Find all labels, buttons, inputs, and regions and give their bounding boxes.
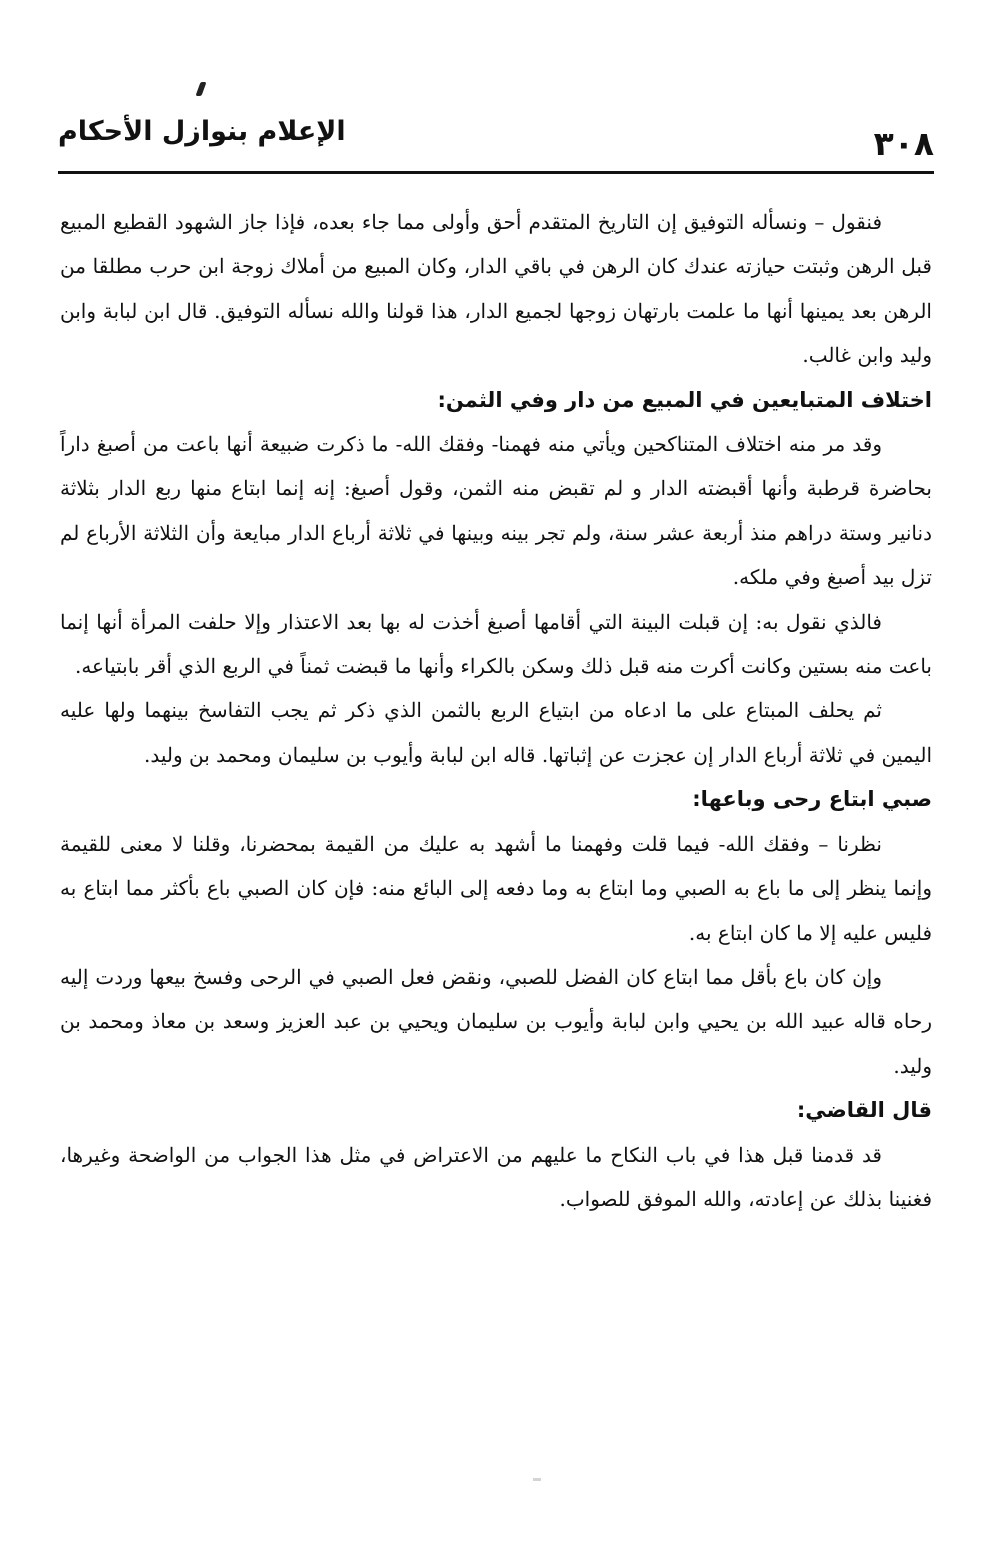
paragraph: وقد مر منه اختلاف المتناكحين ويأتي منه فهمنا- وفقك الله- ما ذكرت ضبيعة أنها باعت من أصبغ داراً بحاضرة قرطبة وأنها أقبضته الدار و لم تقبض منه الثمن، وقول أصبغ: إنه إنما ابتاع منها ربع الدار بثلاثة دنانير وستة دراهم منذ أربعة عشر سنة، ولم تجر بينه وبينها في ثلاثة أرباع الدار مبايعة وأن الثلاثة الأرباع لم تزل بيد أصبغ وفي ملكه. <box>60 432 932 590</box>
running-title: الإعلام بنوازل الأحكام <box>58 116 346 147</box>
section-heading: صبي ابتاع رحى وباعها: <box>692 787 932 812</box>
page-number: ٣٠٨ <box>873 124 934 163</box>
paragraph: نظرنا – وفقك الله- فيما قلت وفهمنا ما أشهد به عليك من القيمة بمحضرنا، وقلنا لا معنى للقيمة وإنما ينظر إلى ما باع به الصبي وما ابتاع به وما دفعه إلى البائع منه: فإن كان الصبي باع بأكثر مما ابتاع به فليس عليه إلا ما كان ابتاع به. <box>60 831 932 945</box>
paragraph: فنقول – ونسأله التوفيق إن التاريخ المتقدم أحق وأولى مما جاء بعده، فإذا جاز الشهود القطيع المبيع قبل الرهن وثبتت حيازته عندك كان الرهن في باقي الدار، وكان المبيع من أملاك زوجة ابن حرب مطلقا من الرهن بعد يمينها أنها ما علمت بارتهان زوجها لجميع الدار، هذا قولنا والله نسأله التوفيق. قال ابن لبابة وابن وليد وابن غالب. <box>60 210 932 368</box>
paragraph: وإن كان باع بأقل مما ابتاع كان الفضل للصبي، ونقض فعل الصبي في الرحى وفسخ بيعها وردت إليه رحاه قاله عبيد الله بن يحيي وابن لبابة وأيوب بن سليمان ويحيي بن عبد العزيز وسعد بن معاذ ومحمد بن وليد. <box>60 964 932 1078</box>
ink-mark <box>195 82 206 96</box>
body-text <box>60 200 932 1221</box>
scan-speck <box>533 1478 541 1481</box>
paragraph: فالذي نقول به: إن قبلت البينة التي أقامها أصبغ أخذت له بها بعد الاعتذار وإلا حلفت المرأة أنها إنما باعت منه بستين وكانت أكرت منه قبل ذلك وسكن بالكراء وأنها ما قبضت ثمناً في الربع الذي أقر بابتياعه. <box>60 609 932 679</box>
page-header <box>58 112 934 174</box>
section-heading: قال القاضي: <box>796 1098 932 1123</box>
section-heading: اختلاف المتبايعين في المبيع من دار وفي الثمن: <box>437 387 932 412</box>
paragraph: قد قدمنا قبل هذا في باب النكاح ما عليهم من الاعتراض في مثل هذا الجواب من الواضحة وغيرها، فغنينا بذلك عن إعادته، والله الموفق للصواب. <box>60 1142 932 1211</box>
header-rule <box>58 171 934 174</box>
paragraph: ثم يحلف المبتاع على ما ادعاه من ابتياع الربع بالثمن الذي ذكر ثم يجب التفاسخ بينهما ولها عليه اليمين في ثلاثة أرباع الدار إن عجزت عن إثباتها. قاله ابن لبابة وأيوب بن سليمان ومحمد بن وليد. <box>60 698 932 767</box>
